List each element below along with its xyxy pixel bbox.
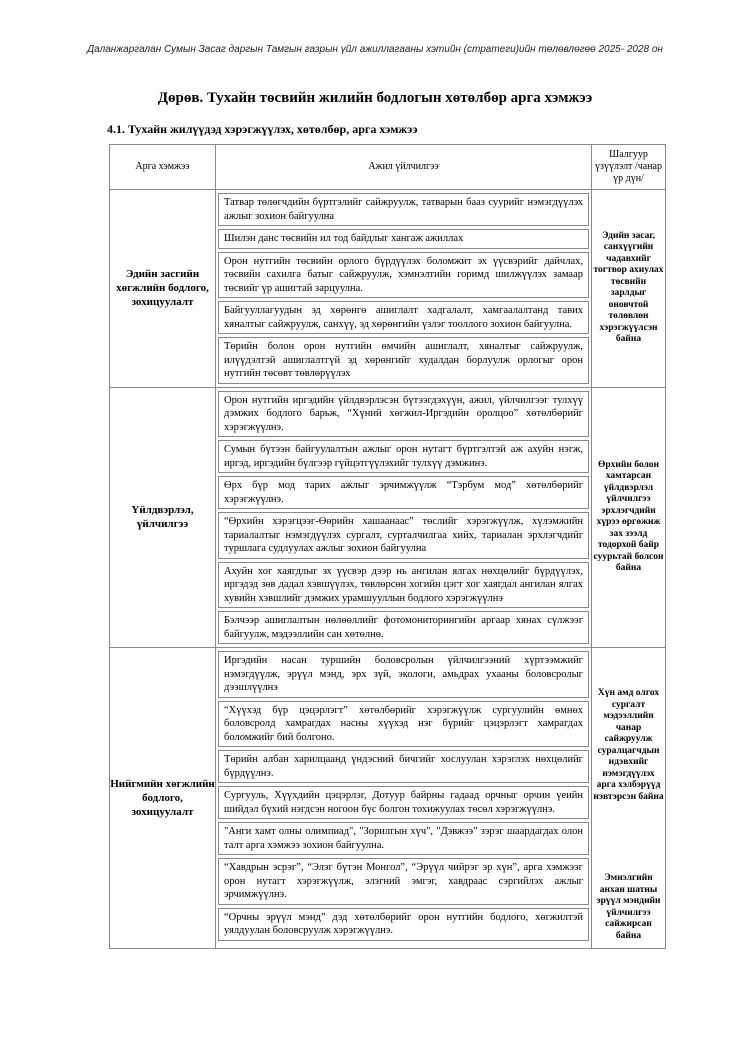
section-heading: 4.1. Тухайн жилүүдэд хэрэгжүүлэх, хөтөлбөр, арга хэмжээ [107,122,418,136]
header-criteria: Шалгуур үзүүлэлт /чанар үр дүн/ [592,145,666,190]
activity-item: “Хүүхэд бүр цэцэрлэгт” хөтөлбөрийг хэрэгжүүлж сургуулийн өмнөх боловсролд хамрагдах насны хүүхэд нэг бүрийг цэцэрлэгт хамрагдах боломжийг бий болгоно. [218,701,589,748]
activity-item: Сургууль, Хүүхдийн цэцэрлэг, Дотуур байрны гадаад орчныг орчин үеийн шийдэл бүхий нэгдсэн ногоон бүс болгон тохижуулах төсөл хэрэгжүүлнэ. [218,786,589,819]
activity-item: Төрийн болон орон нутгийн өмчийн ашиглалт, хяналтыг сайжруулж, илүүдэлтэй ашиглалтгүй эд хөрөнгийг худалдан борлуулж орлогыг орон нутгийн төсөвт төвлөрүүлэх [218,337,589,384]
measure-category: Эдийн засгийн хөгжлийн бодлого, зохицуулалт [110,190,216,388]
activity-item: “Хавдрын эсрэг”, “Элэг бүтэн Монгол”, “Эрүүл чийрэг эр хүн”, арга хэмжээг орон нутагт хэрэгжүүлж, элэгний эмгэг, хавдраас сэргийлэх ажлыг эрчимжүүлнэ. [218,858,589,905]
measure-category: Үйлдвэрлэл, үйлчилгээ [110,387,216,648]
activities-cell [216,190,592,388]
activity-item: Орон нутгийн төсвийн орлого бүрдүүлэх боломжит эх үүсвэрийг дайчлах, төсвийн сахилга батыг сайжруулж, хэмнэлтийн горимд шилжүүлэх замаар төсвийг үр ашигтай зарцуулна. [218,252,589,299]
activity-item: Өрх бүр мод тарих ажлыг эрчимжүүлж “Тэрбум мод” хөтөлбөрийг хэрэгжүүлнэ. [218,476,589,509]
header-service: Ажил үйлчилгээ [216,145,592,190]
activity-item: Шилэн данс төсвийн ил тод байдлыг хангаж ажиллах [218,229,589,249]
activity-item: “Орчны эрүүл мэнд” дэд хөтөлбөрийг орон нутгийн бодлого, хөгжилтэй уялдуулан боловсруулж хэрэгжүүлнэ. [218,908,589,941]
page-header: Даланжаргалан Сумын Засаг даргын Тамгын газрын үйл ажиллагааны хэтийн (стратеги)ийн төлөвлөгөө 2025- 2028 он [87,44,663,55]
activity-item: Иргэдийн насан туршийн боловсролын үйлчилгээний хүртээмжийг нэмэгдүүлж, эрүүл мэнд, эрх зүй, экологи, амьдрах ухааны боловсролыг дээшлүүлнэ [218,651,589,698]
activity-item: Татвар төлөгчдийн бүртгэлийг сайжруулж, татварын бааз суурийг нэмэгдүүлэх ажлыг зохион байгуулна [218,193,589,226]
table-row [110,648,666,949]
criteria-text: Өрхийн болон хамтарсан үйлдвэрлэл үйлчилгээ эрхлэгчдийн хүрээ өргөжиж зах зээлд тодорхой байр суурьтай болсон байна [593,459,664,574]
criteria-cell [592,190,666,388]
header-measure: Арга хэмжээ [110,145,216,190]
table-row [110,387,666,648]
activity-item: Байгууллагуудын эд хөрөнгө ашиглалт хадгалалт, хамгаалалтанд тавих хяналтыг сайжруулж, санхүү, эд хөрөнгийн үзлэг тооллого зохион байгуулна. [218,301,589,334]
table-header-row [110,145,666,190]
activity-item: Бэлчээр ашиглалтын нөлөөллийг фотомониторингийн аргаар хянах сүлжээг байгуулж, мэдээллийн сан хөтөлнө. [218,611,589,644]
activities-cell [216,387,592,648]
activities-cell [216,648,592,949]
activity-item: Сумын бүтээн байгуулалтын ажлыг орон нутагт бүртгэлтэй аж ахуйн нэгж, иргэд, иргэдийн бүлгээр гүйцэтгүүлэхийг тулхүү дэмжинэ. [218,440,589,473]
activity-item: Төрийн албан харилцаанд үндэсний бичгийг хослуулан хэрэглэх нөхцөлийг бүрдүүлнэ. [218,750,589,783]
activity-item: “Өрхийн хэрэгцээг-Өөрийн хашаанаас” төслийг хэрэгжүүлж, хүлэмжийн тариалалтыг нэмэгдүүлэх сургалт, сурталчилгаа хийх, тариалан эрхлэгчдийг туршлага судлуулах ажлыг зохион байгуулна [218,512,589,559]
criteria-text: Эмнэлгийн анхан шатны эрүүл мэндийн үйлчилгээ сайжирсан байна [596,873,661,941]
table-row [110,190,666,388]
criteria-text: Эдийн засаг, санхүүгийн чадавхийг тогтвор ахиулах төсвийн зарлдыг оновчтой төлөвлөн хэрэгжүүлсэн байна [593,230,664,345]
activity-item: Орон нутгийн иргэдийн үйлдвэрлэсэн бүтээгдэхүүн, ажил, үйлчилгээг тулхүү дэмжих бодлого барьж, “Хүний хөгжил-Иргэдийн оролцоо” хөтөлбөрийг хэрэгжүүлнэ. [218,391,589,438]
criteria-text: Хүн амд олгох сургалт мэдээллийн чанар сайжруулж суралцагчдын идэвхийг нэмэгдүүлэх арга хэлбэрүүд нэвтэрсэн байна [593,688,664,802]
activity-item: Ахуйн хог хаягдлыг эх үүсвэр дээр нь ангилан ялгах нөхцөлийг бүрдүүлэх, иргэдэд зөв дадал хэвшүүлэх, төвлөрсөн хогийн цэгт хог хаягдал ангилан ялгах хувийн хэвшлийг дэмжих урамшууллын бодлого хэрэгжүүлнэ [218,562,589,609]
criteria-cell [592,648,666,949]
measure-category: Нийгмийн хөгжлийн бодлого, зохицуулалт [110,648,216,949]
activity-item: "Анги хамт олны олимпиад", "Зорилгын хүч", "Дэвжээ" зэрэг шаардагдах олон талт арга хэмжээ зохион байгуулна. [218,822,589,855]
table-body [110,190,666,949]
page-title: Дөрөв. Тухайн төсвийн жилийн бодлогын хөтөлбөр арга хэмжээ [157,90,593,106]
measures-table [109,144,666,949]
criteria-cell [592,387,666,648]
